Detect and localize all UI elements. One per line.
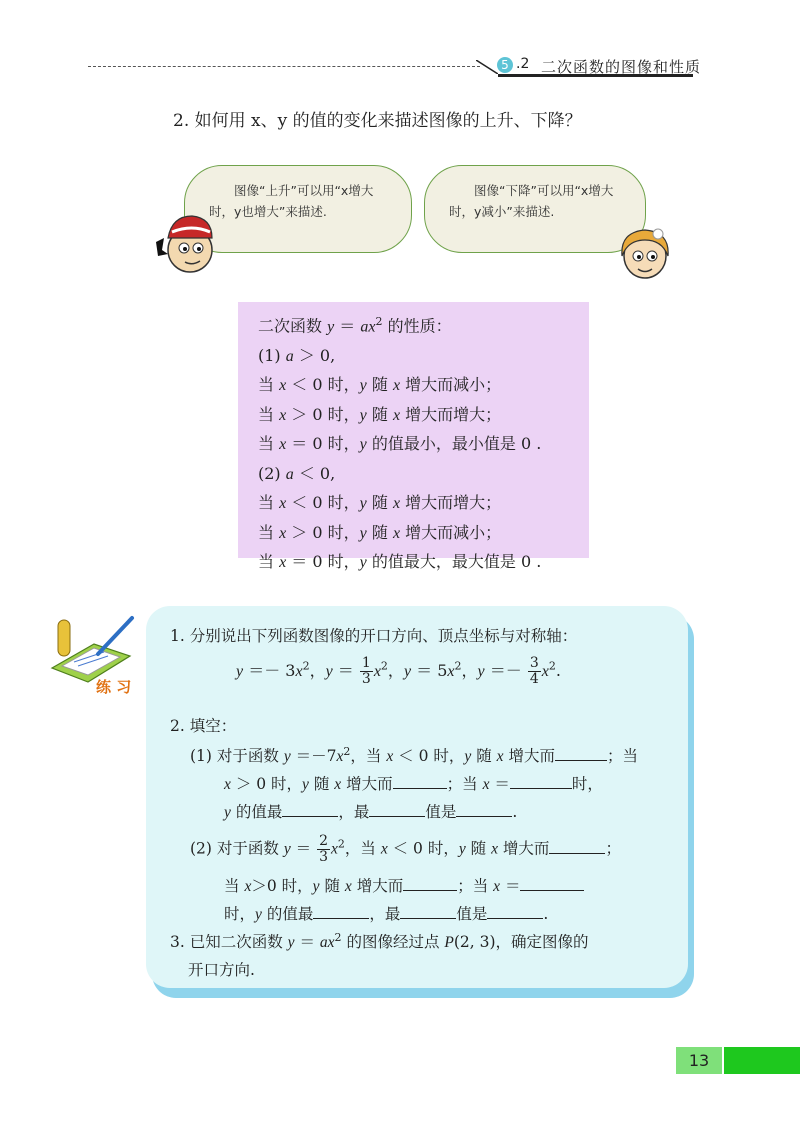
- header-dashed-rule: [88, 66, 480, 67]
- page-number: 13: [676, 1047, 722, 1074]
- exercise-q2-1-line2: x ＞ 0 时，y 随 x 增大而 ；当 x ＝ 时，: [224, 775, 603, 793]
- speech-bubble-rise: [184, 165, 412, 253]
- props-line: 当 x ＞ 0 时，y 随 x 增大而减小；: [258, 522, 502, 542]
- cartoon-boy-icon: [152, 208, 216, 274]
- header-slant-rule: [476, 60, 498, 74]
- section-number-badge: 5: [497, 57, 513, 73]
- bubble-rise-text: 图像“上升”可以用“x增大时，y也增大”来描述.: [209, 183, 374, 219]
- speech-bubble-fall: [424, 165, 646, 253]
- bubble-fall-text: 图像“下降”可以用“x增大时，y减小”来描述.: [449, 183, 614, 219]
- properties-box: [238, 302, 589, 572]
- cartoon-girl-icon: [614, 222, 676, 284]
- props-line: 当 x ＝ 0 时，y 的值最小，最小值是 0 .: [258, 434, 542, 454]
- section-title: 二次函数的图像和性质: [541, 58, 702, 76]
- props-line: 当 x ＞ 0 时，y 随 x 增大而增大；: [258, 404, 502, 424]
- props-line: (2) a ＜ 0,: [258, 463, 336, 483]
- props-line: 当 x ＜ 0 时，y 随 x 增大而减小；: [258, 375, 502, 395]
- exercise-q2-2-line2: 当 x＞0 时，y 随 x 增大而 ；当 x ＝: [224, 874, 584, 896]
- question-2: 2. 如何用 x、y 的值的变化来描述图像的上升、下降？: [173, 111, 582, 131]
- props-line: (1) a ＞ 0,: [258, 345, 336, 365]
- exercise-q2-1-line3: y 的值最 ，最 值是 .: [224, 803, 518, 821]
- exercise-label: 练 习: [96, 678, 132, 696]
- props-line: 当 x ＜ 0 时，y 随 x 增大而增大；: [258, 493, 502, 513]
- exercise-q2: 2. 填空：: [170, 717, 237, 735]
- exercise-q2-2-line1: (2) 对于函数 y ＝ $\frac{2}{3}$ $x^2$，当 x ＜ 0 时，y 随 x 增大而 ；: [190, 833, 621, 865]
- section-number-suffix: .2: [516, 56, 530, 72]
- exercise-q1-formula: $y =- 3x^2$，y ＝ $\frac{1}{3}$ $x^2$，$y = 5x^2$，y ＝－ $\frac{3}{4}$ $x^2$.: [236, 655, 561, 687]
- exercise-q2-1-line1: (1) 对于函数 $y =-7x^2$，当 x ＜ 0 时，y 随 x 增大而 ；当: [190, 744, 638, 765]
- exercise-q3-line2: 开口方向.: [188, 961, 255, 979]
- exercise-q3-line1: 3. 已知二次函数 $y = ax^2$ 的图像经过点 P(2, 3)，确定图像的: [170, 930, 589, 951]
- exercise-q1: 1. 分别说出下列函数图像的开口方向、顶点坐标与对称轴：: [170, 627, 578, 645]
- exercise-q2-2-line3: 时，y 的值最 ，最 值是 .: [224, 905, 549, 923]
- props-line-title: 二次函数 $y = ax^2$ 的性质：: [258, 315, 452, 336]
- props-line: 当 x ＝ 0 时，y 的值最大，最大值是 0 .: [258, 552, 542, 572]
- page-number-bar: [724, 1047, 800, 1074]
